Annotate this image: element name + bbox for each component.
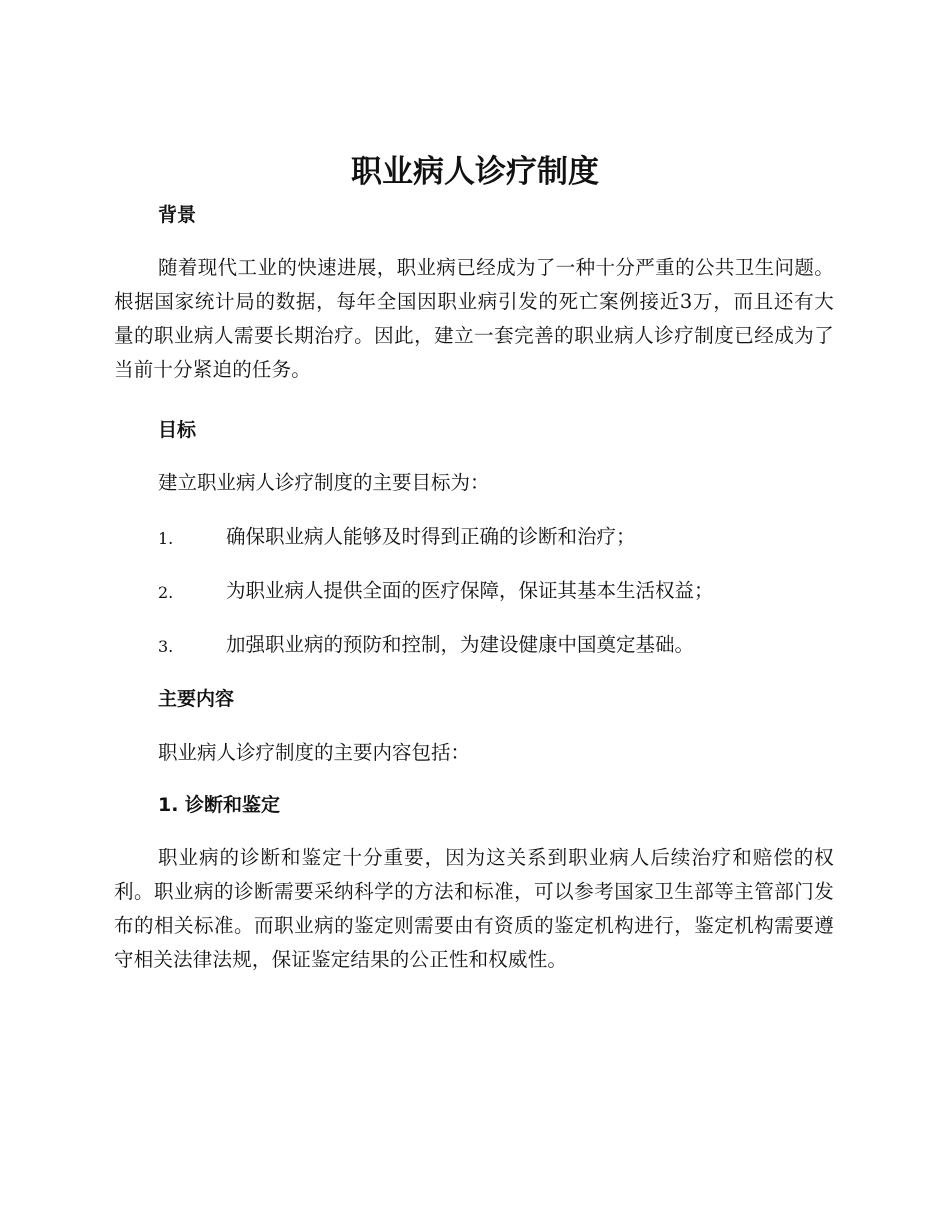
goals-intro: 建立职业病人诊疗制度的主要目标为： bbox=[158, 471, 490, 494]
goal-text: 加强职业病的预防和控制，为建设健康中国奠定基础。 bbox=[226, 633, 695, 656]
goal-number: 2. bbox=[158, 583, 174, 602]
goal-list-item-1 bbox=[158, 523, 838, 551]
diagnosis-paragraph: 职业病的诊断和鉴定十分重要，因为这关系到职业病人后续治疗和赔偿的权利。职业病的诊断需要采纳科学的方法和标准，可以参考国家卫生部等主管部门发布的相关标准。而职业病的鉴定则需要由有资质的鉴定机构进行，鉴定机构需要遵守相关法律法规，保证鉴定结果的公正性和权威性。 bbox=[114, 846, 834, 971]
background-paragraph: 随着现代工业的快速进展，职业病已经成为了一种十分严重的公共卫生问题。根据国家统计局的数据，每年全国因职业病引发的死亡案例接近3万，而且还有大量的职业病人需要长期治疗。因此，建立一套完善的职业病人诊疗制度已经成为了当前十分紧迫的任务。 bbox=[114, 256, 834, 381]
goal-number: 1. bbox=[158, 529, 174, 548]
goal-list-item-2 bbox=[158, 577, 838, 605]
section-heading-content: 主要内容 bbox=[158, 688, 235, 710]
subsection-heading-diagnosis: 1. 诊断和鉴定 bbox=[158, 794, 281, 816]
content-intro: 职业病人诊疗制度的主要内容包括： bbox=[158, 741, 471, 764]
goal-text: 确保职业病人能够及时得到正确的诊断和治疗； bbox=[226, 525, 636, 548]
goal-number: 3. bbox=[158, 637, 174, 656]
section-heading-background: 背景 bbox=[158, 204, 197, 226]
goal-text: 为职业病人提供全面的医疗保障，保证其基本生活权益； bbox=[226, 579, 714, 602]
section-heading-goals: 目标 bbox=[158, 419, 197, 441]
document-title: 职业病人诊疗制度 bbox=[351, 154, 599, 190]
goal-list-item-3 bbox=[158, 631, 838, 659]
